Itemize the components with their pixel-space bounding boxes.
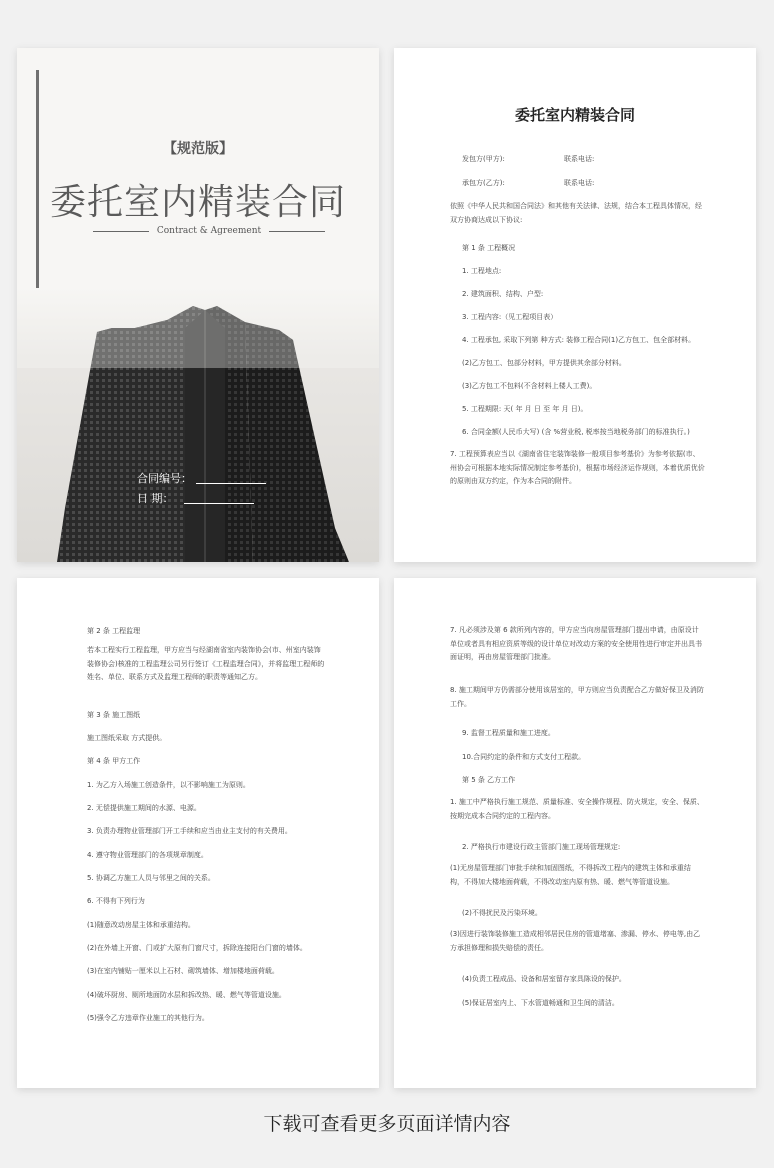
date-field bbox=[137, 490, 254, 506]
list-item: 2. 严格执行市建设行政主管部门施工现场管理规定: bbox=[462, 843, 621, 851]
list-item: 9. 监督工程质量和施工进度。 bbox=[462, 729, 555, 737]
intro-paragraph: 依照《中华人民共和国合同法》和其他有关法律、法规，结合本工程具体情况，经双方协商达成以下协议: bbox=[450, 202, 702, 224]
list-item: 10.合同约定的条件和方式支付工程款。 bbox=[462, 753, 586, 761]
list-item: 6. 合同金额(人民币大写) (含 %营业税, 税率按当地税务部门的标准执行。) bbox=[462, 428, 690, 436]
article-heading: 第 2 条 工程监理 bbox=[87, 627, 141, 635]
contract-page-2 bbox=[17, 578, 379, 1088]
list-item: 6. 不得有下列行为 bbox=[87, 897, 145, 905]
party-a-phone-label: 联系电话: bbox=[564, 155, 595, 163]
list-item: 4. 遵守物业管理部门的各项规章制度。 bbox=[87, 851, 208, 859]
article-heading: 第 5 条 乙方工作 bbox=[462, 776, 516, 784]
list-item: 7. 工程预算表应当以《湖南省住宅装饰装修一般项目参考基价》为参考依据(市、州协会可根据本地实际情况制定参考基价)，根据市场经济运作规则，本着优质优价的原则由双方约定，作为本合同的附件。 bbox=[450, 450, 705, 485]
list-item: (2)不得扰民及污染环境。 bbox=[462, 909, 542, 917]
paragraph: 施工图纸采取 方式提供。 bbox=[87, 734, 167, 742]
list-item: (5)强令乙方违章作业施工的其他行为。 bbox=[87, 1014, 209, 1022]
article-heading: 第 4 条 甲方工作 bbox=[87, 757, 141, 765]
cover-subtitle-row bbox=[93, 224, 325, 238]
divider bbox=[93, 231, 149, 232]
list-item: 3. 负责办理物业管理部门开工手续和应当由业主支付的有关费用。 bbox=[87, 827, 292, 835]
contract-page-1 bbox=[394, 48, 756, 562]
list-item: (3)乙方包工不包料(不含材料上楼人工费)。 bbox=[462, 382, 597, 390]
list-item: 5. 工程期限: 天( 年 月 日 至 年 月 日)。 bbox=[462, 405, 588, 413]
cover-edition: 【规范版】 bbox=[163, 141, 233, 157]
list-item: (4)破坏厨房、厕所地面防水层和拆改热、暖、燃气等管道设施。 bbox=[87, 991, 286, 999]
list-item: (2)乙方包工、包部分材料，甲方提供其余部分材料。 bbox=[462, 359, 626, 367]
list-item: (1)随意改动房屋主体和承重结构。 bbox=[87, 921, 195, 929]
article-heading: 第 3 条 施工图纸 bbox=[87, 711, 141, 719]
cover-subtitle: Contract & Agreement bbox=[156, 226, 262, 236]
list-item: (1)无房屋管理部门审批手续和加固图纸，不得拆改工程内的建筑主体和承重结构，不得加大楼地面荷载，不得改动室内原有热、暖、燃气等管道设施。 bbox=[450, 864, 691, 886]
list-item: 1. 工程地点: bbox=[462, 267, 502, 275]
cover-title: 委托室内精装合同 bbox=[49, 182, 346, 223]
list-item: 4. 工程承包, 采取下列第 种方式: 装修工程合同(1)乙方包工、包全部材料。 bbox=[462, 336, 696, 344]
list-item: (5)保证居室内上、下水管道畅通和卫生间的清洁。 bbox=[462, 999, 619, 1007]
list-item: 1. 为乙方入场施工创造条件，以不影响施工为原则。 bbox=[87, 781, 250, 789]
article-heading: 第 1 条 工程概况 bbox=[462, 244, 516, 252]
underline bbox=[196, 483, 266, 484]
download-more-link[interactable]: 下载可查看更多页面详情内容 bbox=[263, 1113, 511, 1135]
list-item: (2)在外墙上开窗、门或扩大原有门窗尺寸，拆除连接阳台门窗的墙体。 bbox=[87, 944, 307, 952]
list-item: 3. 工程内容:（见工程项目表） bbox=[462, 313, 558, 321]
building-image bbox=[17, 288, 379, 562]
contract-page-3 bbox=[394, 578, 756, 1088]
date-label: 日 期： bbox=[137, 492, 174, 505]
list-item: (3)在室内铺贴一厘米以上石材、砌筑墙体、增加楼地面荷载。 bbox=[87, 967, 279, 975]
list-item: 2. 建筑面积、结构、户型: bbox=[462, 290, 544, 298]
divider bbox=[269, 231, 325, 232]
party-b-phone-label: 联系电话: bbox=[564, 179, 595, 187]
party-b-label: 承包方(乙方): bbox=[462, 179, 505, 187]
underline bbox=[184, 503, 254, 504]
contract-no-label: 合同编号： bbox=[137, 472, 192, 485]
list-item: 2. 无偿提供施工期间的水源、电源。 bbox=[87, 804, 201, 812]
doc-title: 委托室内精装合同 bbox=[514, 106, 635, 124]
cover-page bbox=[17, 48, 379, 562]
list-item: (3)因进行装饰装修施工造成相邻居民住房的管道堵塞、渗漏、停水、停电等,由乙方承担修理和损失赔偿的责任。 bbox=[450, 930, 701, 952]
party-a-label: 发包方(甲方): bbox=[462, 155, 505, 163]
list-item: 5. 协调乙方施工人员与邻里之间的关系。 bbox=[87, 874, 215, 882]
list-item: (4)负责工程成品、设备和居室留存家具陈设的保护。 bbox=[462, 975, 626, 983]
list-item: 7. 凡必须涉及第 6 款所列内容的，甲方应当向房屋管理部门提出申请，由原设计单位或者具有相应资质等级的设计单位对改动方案的安全使用性进行审定并出具书面证明，再由房屋管理部门批准。 bbox=[450, 626, 702, 661]
list-item: 1. 施工中严格执行施工规范、质量标准、安全操作规程、防火规定，安全、保质、按期完成本合同约定的工程内容。 bbox=[450, 798, 704, 820]
contract-no-field bbox=[137, 470, 266, 486]
paragraph: 若本工程实行工程监理，甲方应当与经湖南省室内装饰协会(市、州室内装饰装修协会)核准的工程监理公司另行签订《工程监理合同》，并将监理工程师的姓名、单位、联系方式及监理工程师的职责等通知乙方。 bbox=[87, 646, 325, 681]
list-item: 8. 施工期间甲方仍需部分使用该居室的，甲方则应当负责配合乙方做好保卫及消防工作。 bbox=[450, 686, 704, 708]
